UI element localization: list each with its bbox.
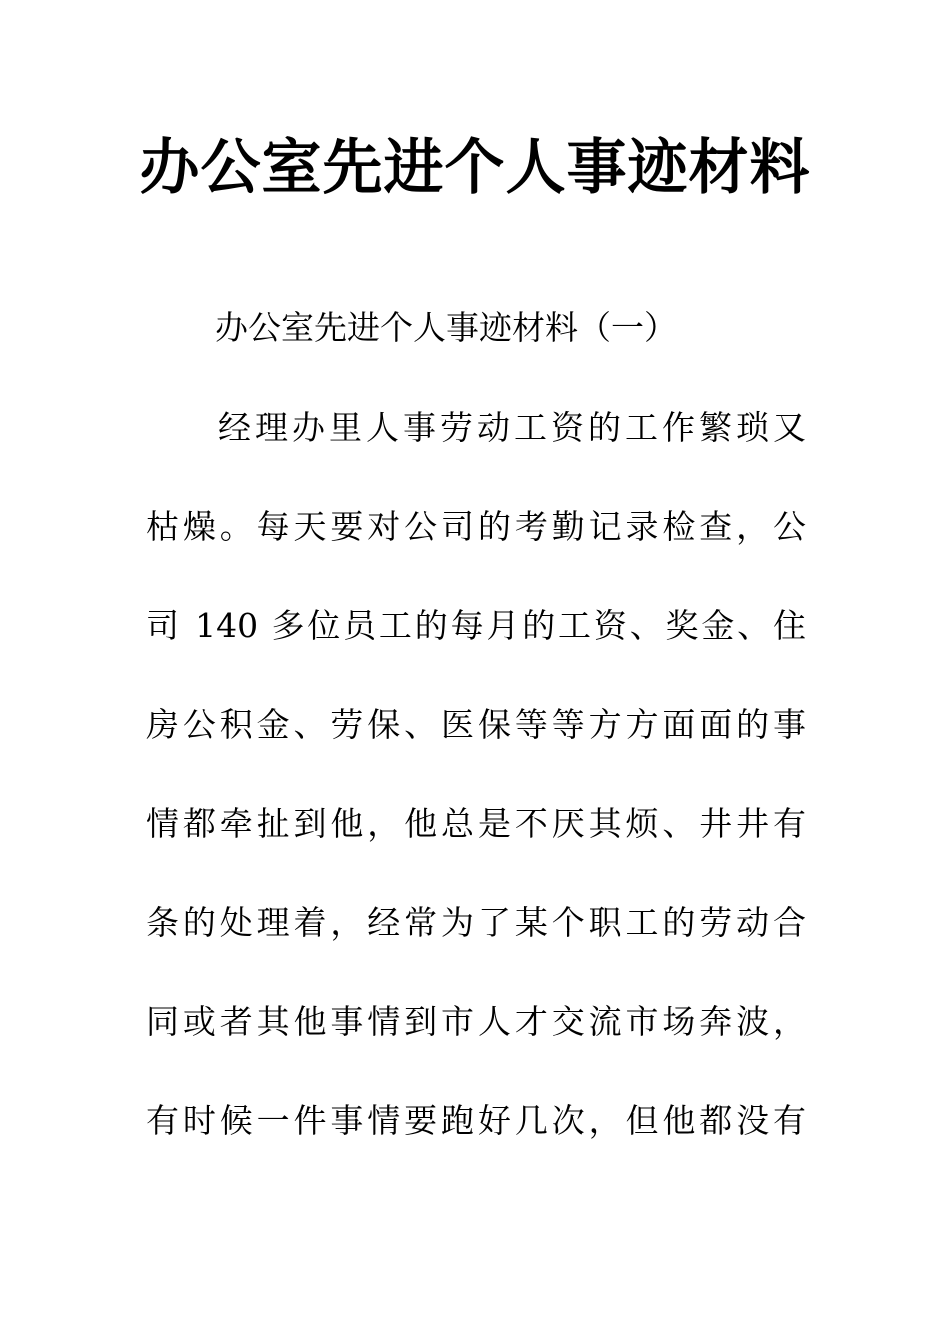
body-line: 情都牵扯到他，他总是不厌其烦、井井有 xyxy=(146,804,806,843)
body-line: 枯燥。每天要对公司的考勤记录检查，公 xyxy=(146,507,806,546)
body-line: 条的处理着，经常为了某个职工的劳动合 xyxy=(146,903,806,942)
body-line: 房公积金、劳保、医保等等方方面面的事 xyxy=(146,705,806,744)
body-line: 同或者其他事情到市人才交流市场奔波， xyxy=(146,1002,806,1041)
body-line: 有时候一件事情要跑好几次，但他都没有 xyxy=(146,1101,806,1140)
document-title: 办公室先进个人事迹材料 xyxy=(139,133,811,203)
section-heading: 办公室先进个人事迹材料（一） xyxy=(215,308,677,347)
body-line: 经理办里人事劳动工资的工作繁琐又 xyxy=(218,408,806,447)
body-line: 司 140 多位员工的每月的工资、奖金、住 xyxy=(146,606,806,645)
